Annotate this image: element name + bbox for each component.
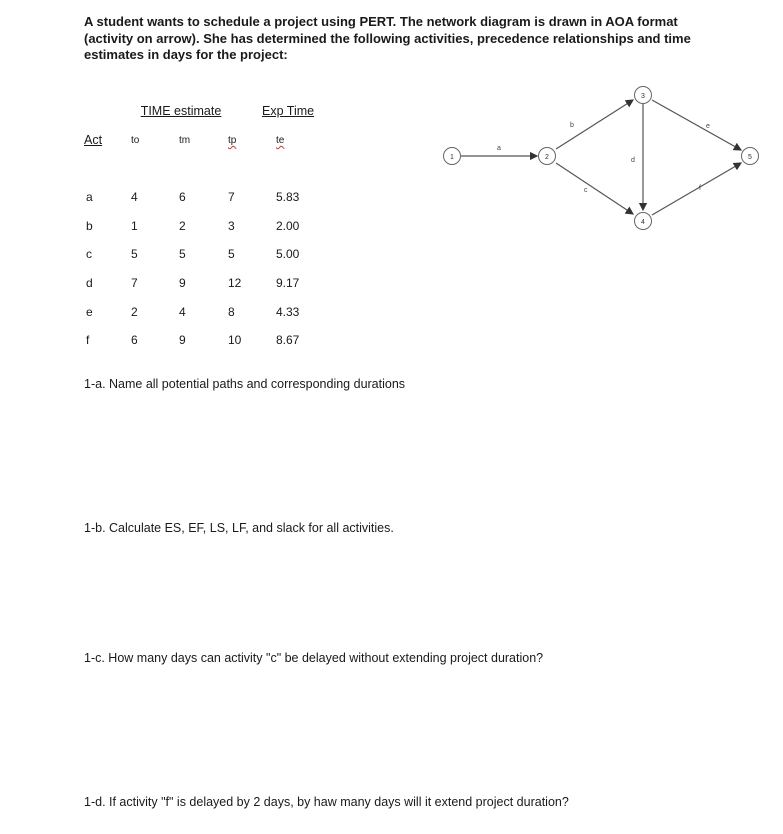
edge-e-arrow (652, 100, 741, 150)
node-1-label: 1 (450, 154, 454, 161)
row-e-tm: 4 (179, 305, 186, 319)
exp-time-header: Exp Time (262, 104, 315, 118)
row-a-tm: 6 (179, 190, 186, 204)
row-b-te: 2.00 (276, 219, 300, 233)
row-b-to: 1 (131, 219, 138, 233)
edge-b-label: b (570, 122, 574, 129)
node-4-label: 4 (641, 219, 645, 226)
edge-f-label: f (699, 185, 701, 192)
row-b-tm: 2 (179, 219, 186, 233)
question-1c: 1-c. How many days can activity "c" be delayed without extending project duration? (84, 651, 544, 665)
row-c-tm: 5 (179, 247, 186, 261)
edge-e-label: e (706, 123, 710, 130)
row-f-to: 6 (131, 333, 138, 347)
problem-statement: A student wants to schedule a project using PERT. The network diagram is drawn in AOA format (activity on arrow). She has determined the following activities, precedence relationships and time estimates in days for the project: (84, 14, 691, 62)
row-b-act: b (86, 219, 93, 233)
row-d-tm: 9 (179, 276, 186, 290)
row-c-tp: 5 (228, 247, 235, 261)
row-c-te: 5.00 (276, 247, 300, 261)
edge-a-label: a (497, 145, 501, 152)
col-tp-header: tp (228, 135, 237, 146)
row-c-act: c (86, 247, 92, 261)
time-estimate-header: TIME estimate (140, 104, 222, 118)
row-a-to: 4 (131, 190, 138, 204)
row-f-tm: 9 (179, 333, 186, 347)
edge-c-arrow (556, 163, 633, 214)
row-e-tp: 8 (228, 305, 235, 319)
question-1a: 1-a. Name all potential paths and corresponding durations (84, 377, 406, 391)
row-d-tp: 12 (228, 276, 242, 290)
row-f-act: f (86, 333, 90, 347)
col-tm-header: tm (179, 135, 191, 146)
question-1d: 1-d. If activity "f" is delayed by 2 days, by haw many days will it extend project duration? (84, 795, 569, 809)
row-a-act: a (86, 190, 93, 204)
row-b-tp: 3 (228, 219, 235, 233)
row-e-te: 4.33 (276, 305, 300, 319)
row-d-to: 7 (131, 276, 138, 290)
edge-d-label: d (631, 157, 635, 164)
edge-f-arrow (652, 163, 741, 215)
col-act-header: Act (84, 133, 103, 147)
row-e-act: e (86, 305, 93, 319)
row-e-to: 2 (131, 305, 138, 319)
row-f-tp: 10 (228, 333, 242, 347)
row-a-te: 5.83 (276, 190, 300, 204)
node-2-label: 2 (545, 154, 549, 161)
question-1b: 1-b. Calculate ES, EF, LS, LF, and slack for all activities. (84, 521, 394, 535)
col-te-header: te (276, 135, 285, 146)
row-f-te: 8.67 (276, 333, 300, 347)
row-c-to: 5 (131, 247, 138, 261)
edge-c-label: c (584, 187, 588, 194)
node-3-label: 3 (641, 93, 645, 100)
edge-b-arrow (556, 100, 633, 149)
row-a-tp: 7 (228, 190, 235, 204)
col-to-header: to (131, 135, 140, 146)
row-d-te: 9.17 (276, 276, 300, 290)
node-5-label: 5 (748, 154, 752, 161)
row-d-act: d (86, 276, 93, 290)
